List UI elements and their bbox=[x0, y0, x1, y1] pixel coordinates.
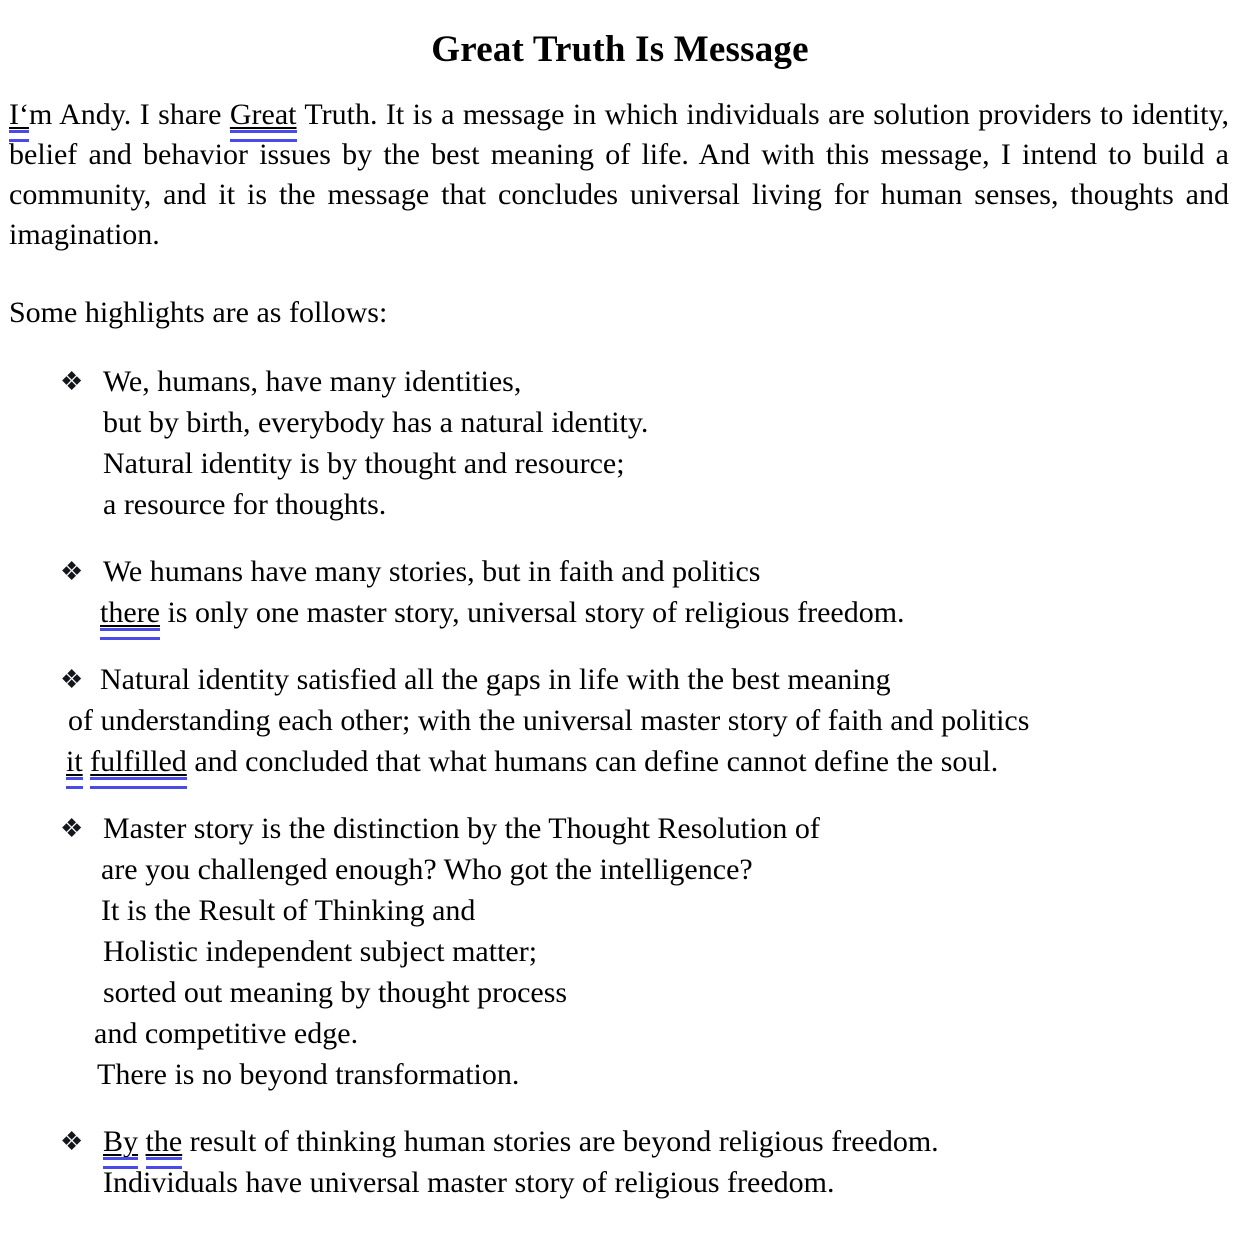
list-item-text bbox=[0, 659, 1240, 782]
bullet-line: Master story is the distinction by the Thought Resolution of bbox=[103, 811, 820, 845]
bullet-line bbox=[0, 1121, 1240, 1162]
grammar-marked-there: there bbox=[100, 595, 160, 629]
bullet-line: a resource for thoughts. bbox=[103, 487, 387, 521]
grammar-marked-by: By bbox=[103, 1124, 139, 1158]
bullet-line: Individuals have universal master story of religious freedom. bbox=[103, 1165, 835, 1199]
florette-bullet-icon: ❖ bbox=[60, 664, 84, 694]
list-item bbox=[0, 1121, 1240, 1203]
bullet-line: and competitive edge. bbox=[94, 1016, 359, 1050]
list-item-text bbox=[0, 361, 1240, 525]
florette-bullet-icon: ❖ bbox=[60, 366, 84, 396]
intro-text-remainder: Truth. It is a message in which individuals are solution providers to identity, belief and behavior issues by the best meaning of life. And with this message, I intend to build a community, and it is the message that concludes universal living for human senses, thoughts and imagination. bbox=[9, 97, 1229, 251]
florette-bullet-icon: ❖ bbox=[60, 556, 84, 586]
bullet-line: Natural identity satisfied all the gaps in life with the best meaning bbox=[100, 662, 891, 696]
intro-paragraph bbox=[0, 95, 1240, 255]
bullet-line: We humans have many stories, but in faith and politics bbox=[103, 554, 761, 588]
intro-paragraph-block bbox=[0, 95, 1240, 255]
list-item-text bbox=[0, 551, 1240, 633]
highlights-lead-in: Some highlights are as follows: bbox=[9, 295, 388, 329]
list-item bbox=[0, 659, 1240, 782]
grammar-marked-i: I‘ bbox=[9, 97, 29, 131]
bullet-line: Holistic independent subject matter; bbox=[103, 934, 538, 968]
grammar-marked-it: it bbox=[66, 744, 83, 778]
bullet-line: sorted out meaning by thought process bbox=[103, 975, 568, 1009]
grammar-marked-the: the bbox=[145, 1124, 183, 1158]
list-item bbox=[0, 808, 1240, 1095]
bullet-line: are you challenged enough? Who got the intelligence? bbox=[101, 852, 753, 886]
bullet-line: It is the Result of Thinking and bbox=[101, 893, 476, 927]
grammar-marked-great: Great bbox=[229, 97, 297, 131]
bullet-line: of understanding each other; with the universal master story of faith and politics bbox=[68, 703, 1030, 737]
bullet-line bbox=[0, 592, 1240, 633]
highlights-list bbox=[0, 361, 1240, 1203]
bullet-line: but by birth, everybody has a natural identity. bbox=[103, 405, 649, 439]
florette-bullet-icon: ❖ bbox=[60, 1126, 84, 1156]
intro-text-after-i: m Andy. I share bbox=[28, 97, 230, 131]
list-item-text bbox=[0, 1121, 1240, 1203]
bullet-line: Natural identity is by thought and resource; bbox=[103, 446, 625, 480]
florette-bullet-icon: ❖ bbox=[60, 813, 84, 843]
list-item-text bbox=[0, 808, 1240, 1095]
bullet-line-rest: and concluded that what humans can define cannot define the soul. bbox=[186, 744, 999, 778]
bullet-line-rest: result of thinking human stories are beyond religious freedom. bbox=[182, 1124, 939, 1158]
page-title: Great Truth Is Message bbox=[431, 29, 809, 70]
bullet-line: There is no beyond transformation. bbox=[97, 1057, 520, 1091]
list-item bbox=[0, 361, 1240, 525]
bullet-line: We, humans, have many identities, bbox=[103, 364, 522, 398]
bullet-line-space bbox=[138, 1125, 146, 1158]
bullet-line-rest: is only one master story, universal story of religious freedom. bbox=[159, 595, 905, 629]
grammar-marked-fulfilled: fulfilled bbox=[90, 744, 187, 778]
list-item bbox=[0, 551, 1240, 633]
bullet-line bbox=[0, 741, 1240, 782]
